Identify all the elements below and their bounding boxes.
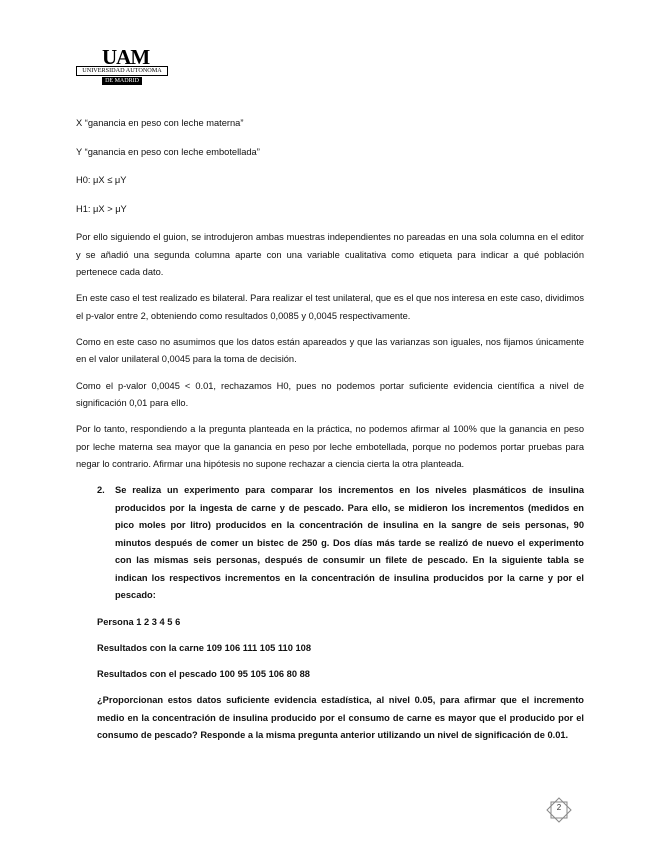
- university-logo: [76, 47, 168, 89]
- carne-values: 109 106 111 105 110 108: [206, 642, 311, 653]
- carne-row: [97, 640, 584, 658]
- page-number: 2: [556, 803, 562, 812]
- paragraph-bilateral: En este caso el test realizado es bilateral. Para realizar el test unilateral, que es el que nos interesa en este caso, dividimos el p-valor entre 2, obteniendo como resultados 0,0085 y 0,0045 respectivamente.: [76, 293, 584, 321]
- hypothesis-h1: H1: μX > μY: [76, 203, 127, 214]
- data-table-lines: [76, 614, 584, 745]
- page-number-badge: [546, 797, 572, 823]
- persona-values: 1 2 3 4 5 6: [136, 616, 181, 627]
- paragraph-procedure: Por ello siguiendo el guion, se introdujeron ambas muestras independientes no pareadas en una sola columna en el editor y se añadió una segunda columna aparte con una variable cualitativa como etiqueta para indicar a qué población pertenece cada dato.: [76, 232, 584, 277]
- logo-city: DE MADRID: [102, 77, 142, 85]
- pescado-values: 100 95 105 106 80 88: [219, 669, 310, 679]
- pescado-row: [97, 666, 584, 684]
- persona-row: [97, 614, 584, 632]
- persona-label: Persona: [97, 616, 134, 627]
- final-question: ¿Proporcionan estos datos suficiente evidencia estadística, al nivel 0.05, para afirmar que el incremento medio en la concentración de insulina producido por el consumo de carne es mayor que el producido por el consumo de pescado? Responde a la misma pregunta anterior utilizando un nivel de significación de 0.01.: [97, 695, 584, 741]
- paragraph-assumptions: Como en este caso no asumimos que los datos están apareados y que las varianzas son iguales, nos fijamos únicamente en el valor unilateral 0,0045 para la toma de decisión.: [76, 336, 584, 365]
- document-body: [76, 115, 584, 753]
- definition-x: X “ganancia en peso con leche materna”: [76, 118, 244, 128]
- question-2: [76, 482, 584, 605]
- logo-university-name: UNIVERSIDAD AUTONOMA: [76, 66, 168, 76]
- logo-mark: UAM: [102, 45, 150, 69]
- definition-y: Y “ganancia en peso con leche embotellada”: [76, 146, 260, 157]
- carne-label: Resultados con la carne: [97, 642, 204, 653]
- hypothesis-h0: H0: μX ≤ μY: [76, 175, 127, 185]
- pescado-label: Resultados con el pescado: [97, 669, 217, 679]
- question-number: 2.: [97, 485, 105, 496]
- question-text: Se realiza un experimento para comparar los incrementos en los niveles plasmáticos de insulina producidos por la ingesta de carne y de pescado. Para ello, se midieron los incrementos (medidos en pico moles por litro) producidos en la concentración de insulina en la sangre de seis personas, 90 minutos después de comer un bistec de 250 g. Dos días más tarde se realizó de nuevo el experimento con las mismas seis personas, después de consumir un filete de pescado. En la siguiente tabla se indican los respectivos incrementos en la concentración de insulina producidos por la carne y por el pescado:: [115, 485, 584, 601]
- paragraph-conclusion: Por lo tanto, respondiendo a la pregunta planteada en la práctica, no podemos afirmar al 100% que la ganancia en peso por leche materna sea mayor que la ganancia en peso por leche embotellada, porque no podemos portar pruebas para negar lo contrario. Afirmar una hipótesis no supone rechazar a ciencia cierta la otra planteada.: [76, 424, 584, 470]
- paragraph-decision: Como el p-valor 0,0045 < 0.01, rechazamos H0, pues no podemos portar suficiente evidencia científica a nivel de significación 0,01 para ello.: [76, 380, 584, 409]
